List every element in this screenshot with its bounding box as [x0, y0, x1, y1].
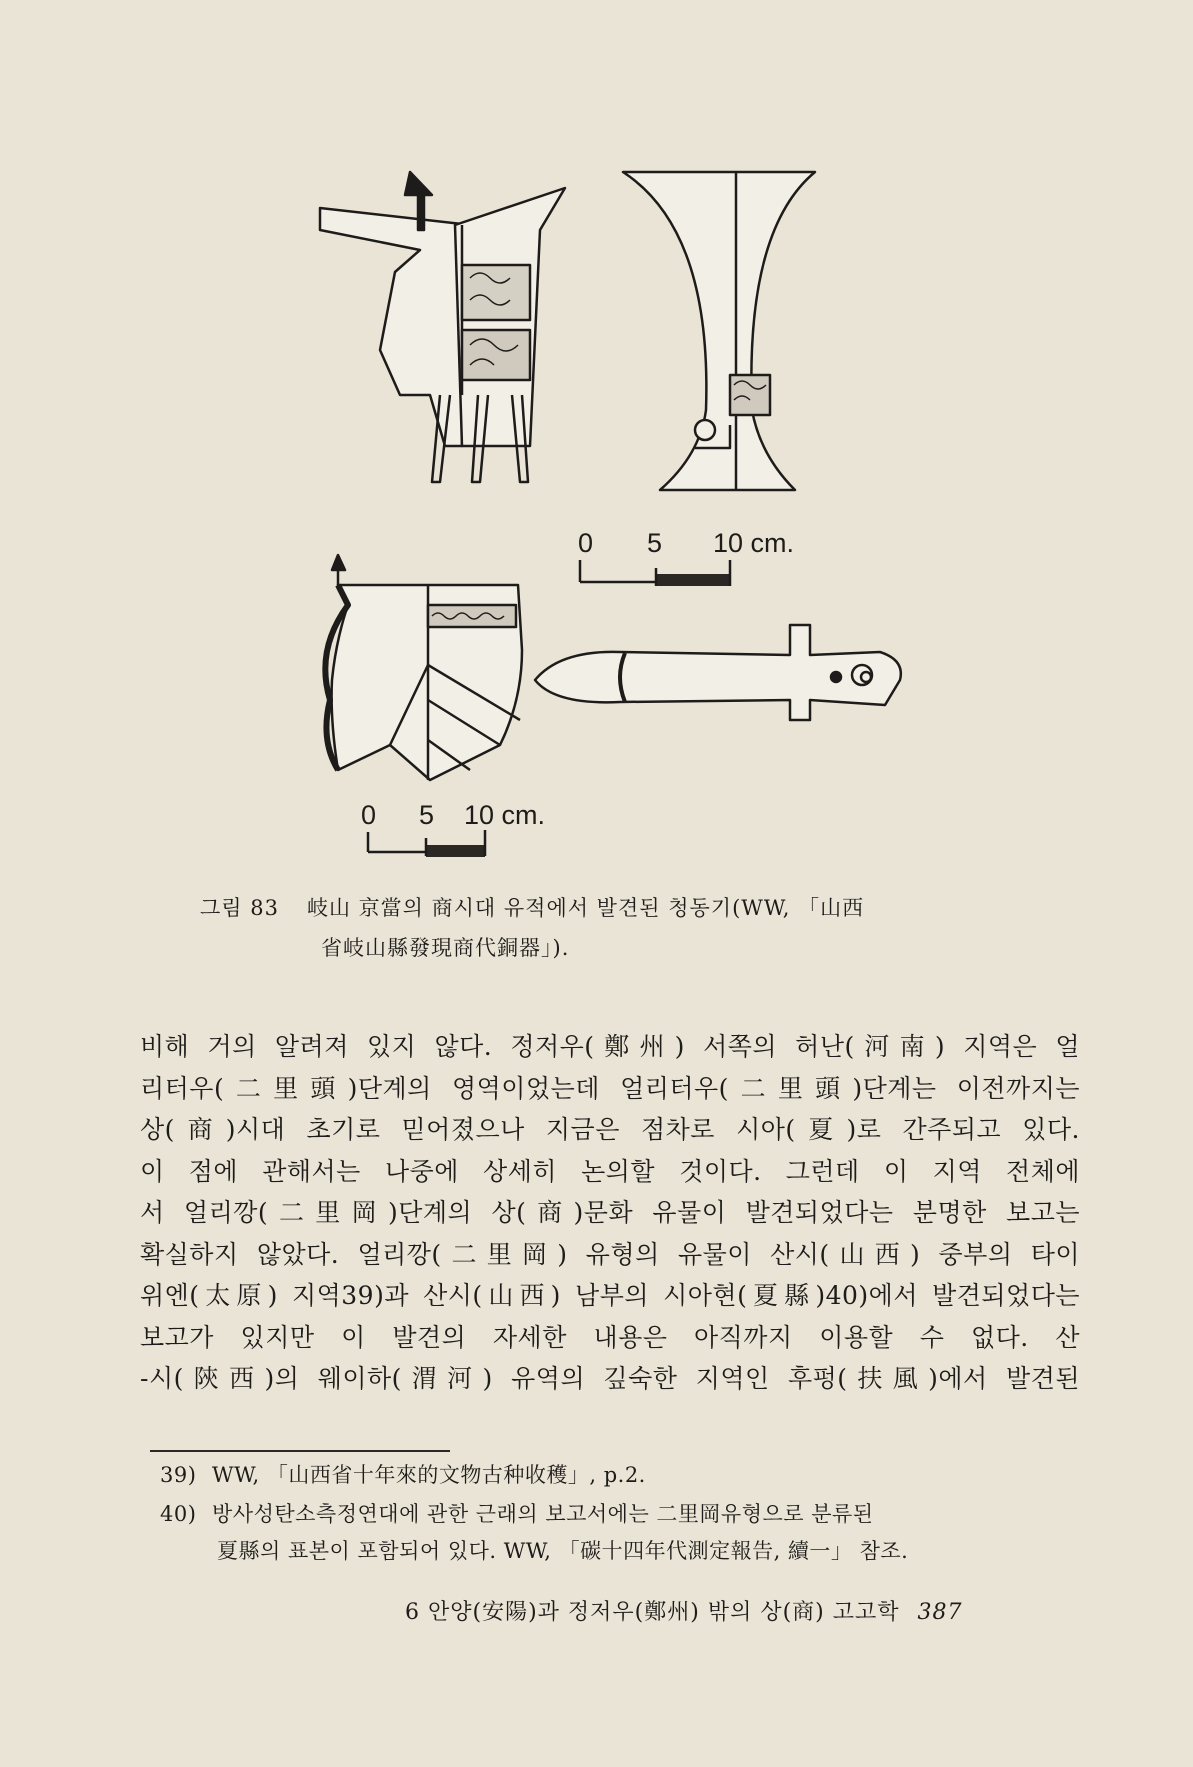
- caption-text-2: 省岐山縣發現商代銅器」).: [321, 936, 570, 960]
- body-paragraph: [140, 1026, 1080, 1400]
- footnote-number: 40): [160, 1502, 197, 1526]
- footnote-divider: [150, 1450, 450, 1452]
- body-line: 위엔(太原) 지역39)과 산시(山西) 남부의 시아현(夏縣)40)에서 발견되었다는: [140, 1281, 1080, 1310]
- scale-bottom-tick-5: 5: [419, 800, 435, 830]
- page-number: 387: [917, 1600, 963, 1625]
- footnote-text: WW, 「山西省十年來的文物古种收穫」, p.2.: [212, 1463, 646, 1487]
- footnote-text-continued: 夏縣의 표본이 포함되어 있다. WW, 「碳十四年代測定報告, 續一」 참조.: [217, 1539, 909, 1563]
- body-line: 보고가 있지만 이 발견의 자세한 내용은 아직까지 이용할 수 없다. 산: [140, 1322, 1080, 1352]
- scale-bar-bottom: [368, 830, 485, 857]
- figure-label: 그림 83: [200, 896, 279, 920]
- body-line: 비해 거의 알려져 있지 않다. 정저우(鄭州) 서쪽의 허난(河南) 지역은 얼: [140, 1032, 1080, 1061]
- figure-83: [0, 0, 1193, 880]
- body-line: 이 점에 관해서는 나중에 상세히 논의할 것이다. 그런데 이 지역 전체에: [140, 1156, 1080, 1186]
- scale-top-tick-10: 10 cm.: [713, 528, 795, 558]
- footnote-40: [160, 1496, 1080, 1570]
- caption-line-1: [200, 888, 1020, 928]
- running-footer: [405, 1595, 1055, 1626]
- body-line: 확실하지 않았다. 얼리깡(二里岡) 유형의 유물이 산시(山西) 중부의 타이: [140, 1239, 1080, 1269]
- tripod-vessel-drawing: [325, 555, 522, 780]
- footnote-text: 방사성탄소측정연대에 관한 근래의 보고서에는 二里岡유형으로 분류된: [212, 1502, 874, 1526]
- body-line: 상(商)시대 초기로 믿어졌으나 지금은 점차로 시아(夏)로 간주되고 있다.: [140, 1115, 1080, 1144]
- chapter-title: 6 안양(安陽)과 정저우(鄭州) 밖의 상(商) 고고학: [405, 1600, 900, 1625]
- caption-text-1: 岐山 京當의 商시대 유적에서 발견된 청동기(WW, 「山西: [306, 896, 865, 920]
- footnote-39: [160, 1457, 1080, 1494]
- scale-bar-top: [580, 560, 730, 586]
- body-line: -시(陝西)의 웨이하(渭河) 유역의 깊숙한 지역인 후펑(扶風)에서 발견된: [140, 1364, 1080, 1393]
- gu-vessel-drawing: [623, 172, 815, 490]
- scale-bottom-tick-10: 10 cm.: [464, 800, 546, 830]
- body-line: 서 얼리깡(二里岡)단계의 상(商)문화 유물이 발견되었다는 분명한 보고는: [140, 1198, 1080, 1227]
- footnote-number: 39): [160, 1463, 197, 1487]
- dagger-axe-drawing: [535, 625, 901, 720]
- jue-vessel-drawing: [320, 172, 565, 482]
- figure-caption: [200, 888, 1020, 968]
- scale-top-tick-0: 0: [578, 528, 594, 558]
- scale-top-tick-5: 5: [647, 528, 663, 558]
- body-line: 리터우(二里頭)단계의 영역이었는데 얼리터우(二里頭)단계는 이전까지는: [140, 1073, 1080, 1103]
- scale-bottom-tick-0: 0: [361, 800, 377, 830]
